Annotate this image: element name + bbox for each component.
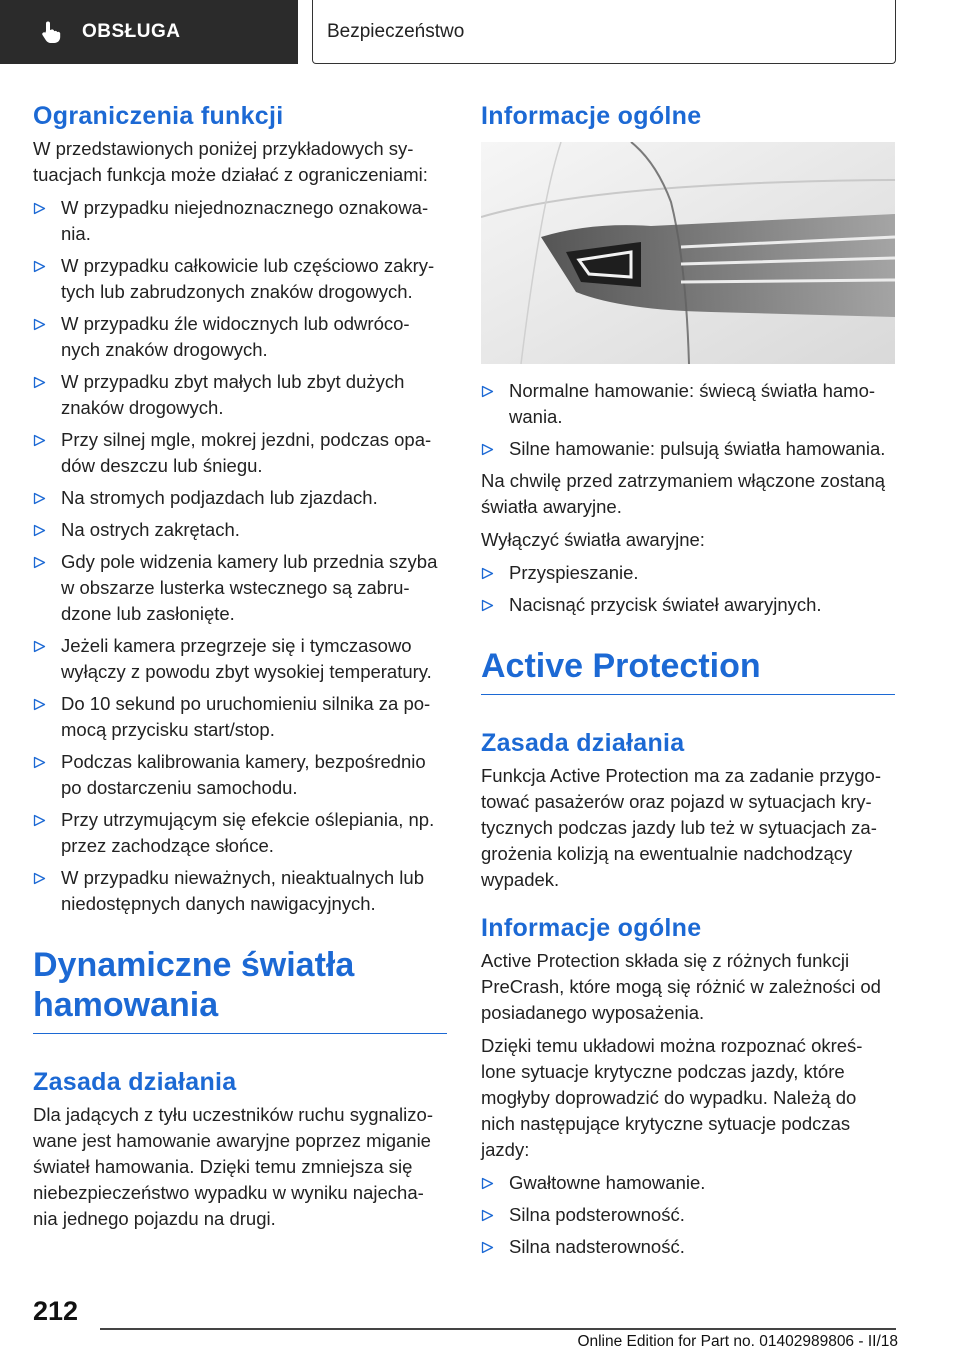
triangle-right-icon xyxy=(481,1241,494,1254)
triangle-right-icon xyxy=(481,567,494,580)
dyn-principle-text: Dla jadących z tyłu uczestników ruchu sygnalizo-wane jest hamowanie awaryjne poprzez miganie świateł hamowania. Dzięki temu zmniejsza się niebezpieczeństwo wypadku w wyniku najecha-nia jednego pojazdu na drugi. xyxy=(33,1104,433,1229)
edition-note: Online Edition for Part no. 01402989806 - II/18 xyxy=(577,1333,898,1350)
section-title: OBSŁUGA xyxy=(82,21,181,42)
list-item: W przypadku nieważnych, nieaktualnych lub niedostępnych danych nawigacyjnych. xyxy=(33,865,447,917)
dyn-principle-heading: Zasada działania xyxy=(33,1068,237,1096)
triangle-right-icon xyxy=(33,814,46,827)
triangle-right-icon xyxy=(33,318,46,331)
triangle-right-icon xyxy=(481,1209,494,1222)
active-protection-heading: Active Protection xyxy=(481,646,895,695)
page-number: 212 xyxy=(33,1296,79,1326)
list-item: W przypadku źle widocznych lub odwróco-nych znaków drogowych. xyxy=(33,311,447,363)
list-item: Gdy pole widzenia kamery lub przednia szyba w obszarze lusterka wstecznego są zabru-dzone lub zasłonięte. xyxy=(33,549,447,627)
list-item: W przypadku zbyt małych lub zbyt dużych znaków drogowych. xyxy=(33,369,447,421)
ap-general-text-2: Dzięki temu układowi można rozpoznać okreś-lone sytuacje krytyczne podczas jazdy, które mogłyby doprowadzić do wypadku. Należą do nich następujące krytyczne sytuacje podczas jazdy: xyxy=(481,1035,863,1160)
chapter-title: Bezpieczeństwo xyxy=(327,20,465,42)
limits-intro: W przedstawionych poniżej przykładowych sy-tuacjach funkcja może działać z ograniczeniami: xyxy=(33,138,428,185)
list-item: W przypadku całkowicie lub częściowo zakry-tych lub zabrudzonych znaków drogowych. xyxy=(33,253,447,305)
list-item: Normalne hamowanie: świecą światła hamo-wania. xyxy=(481,378,895,430)
list-item: Gwałtowne hamowanie. xyxy=(481,1170,895,1196)
triangle-right-icon xyxy=(33,640,46,653)
triangle-right-icon xyxy=(33,756,46,769)
section-tab xyxy=(0,0,298,64)
list-item: W przypadku niejednoznacznego oznakowa-nia. xyxy=(33,195,447,247)
triangle-right-icon xyxy=(33,492,46,505)
critical-situations-list xyxy=(481,1170,895,1260)
list-item: Silna podsterowność. xyxy=(481,1202,895,1228)
hazard-off-list xyxy=(481,560,895,618)
triangle-right-icon xyxy=(33,376,46,389)
ap-general-text-1: Active Protection składa się z różnych funkcji PreCrash, które mogą się różnić w zależności od posiadanego wyposażenia. xyxy=(481,950,881,1023)
list-item: Przy silnej mgle, mokrej jezdni, podczas opa-dów deszczu lub śniegu. xyxy=(33,427,447,479)
list-item: Silna nadsterowność. xyxy=(481,1234,895,1260)
hand-pointer-icon xyxy=(38,19,64,45)
triangle-right-icon xyxy=(481,385,494,398)
triangle-right-icon xyxy=(481,1177,494,1190)
ap-principle-heading: Zasada działania xyxy=(481,729,685,757)
triangle-right-icon xyxy=(481,599,494,612)
left-column xyxy=(33,100,447,1239)
triangle-right-icon xyxy=(33,202,46,215)
hazard-off-text: Wyłączyć światła awaryjne: xyxy=(481,529,705,550)
ap-general-heading: Informacje ogólne xyxy=(481,914,702,942)
triangle-right-icon xyxy=(33,556,46,569)
list-item: Przy utrzymującym się efekcie oślepiania, np. przez zachodzące słońce. xyxy=(33,807,447,859)
list-item: Podczas kalibrowania kamery, bezpośrednio po dostarczeniu samochodu. xyxy=(33,749,447,801)
general-info-heading: Informacje ogólne xyxy=(481,102,702,130)
triangle-right-icon xyxy=(33,698,46,711)
triangle-right-icon xyxy=(33,872,46,885)
list-item: Przyspieszanie. xyxy=(481,560,895,586)
chapter-box xyxy=(312,0,896,64)
triangle-right-icon xyxy=(33,524,46,537)
limits-heading: Ograniczenia funkcji xyxy=(33,102,284,130)
list-item: Do 10 sekund po uruchomieniu silnika za po-mocą przycisku start/stop. xyxy=(33,691,447,743)
hazard-lights-text: Na chwilę przed zatrzymaniem włączone zostaną światła awaryjne. xyxy=(481,470,886,517)
braking-list xyxy=(481,378,895,462)
tail-light-illustration xyxy=(481,142,895,364)
ap-principle-text: Funkcja Active Protection ma za zadanie przygo-tować pasażerów oraz pojazd w sytuacjach kry-tycznych podczas jazdy lub też w sytuacjach za-grożenia kolizją na ewentualnie nadchodzący wypadek. xyxy=(481,765,881,890)
list-item: Na stromych podjazdach lub zjazdach. xyxy=(33,485,447,511)
right-column xyxy=(481,100,895,1266)
limits-list xyxy=(33,195,447,917)
triangle-right-icon xyxy=(481,443,494,456)
list-item: Jeżeli kamera przegrzeje się i tymczasowo wyłączy z powodu zbyt wysokiej temperatury. xyxy=(33,633,447,685)
list-item: Na ostrych zakrętach. xyxy=(33,517,447,543)
triangle-right-icon xyxy=(33,260,46,273)
triangle-right-icon xyxy=(33,434,46,447)
footer-divider xyxy=(100,1328,896,1330)
list-item: Nacisnąć przycisk świateł awaryjnych. xyxy=(481,592,895,618)
list-item: Silne hamowanie: pulsują światła hamowania. xyxy=(481,436,895,462)
tail-light-drawing xyxy=(481,142,895,364)
dynamic-brake-lights-heading: Dynamiczne światła hamowania xyxy=(33,945,447,1034)
